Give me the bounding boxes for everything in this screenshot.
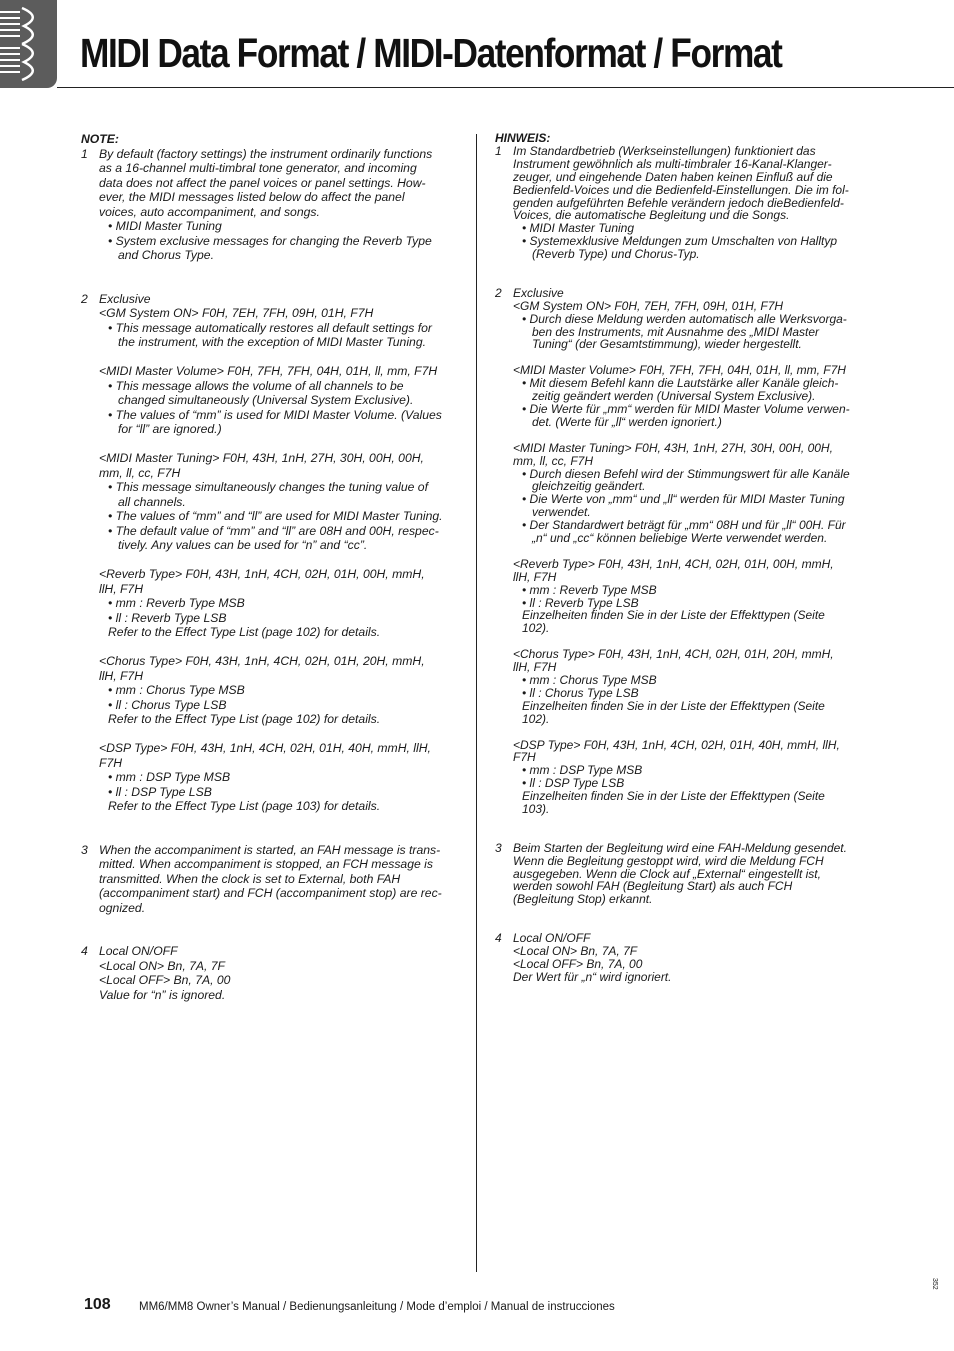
message-format: <MIDI Master Volume> F0H, 7FH, 7FH, 04H, 01H, ll, mm, F7H bbox=[99, 364, 438, 378]
bullet-item: • The values of “mm” is used for MIDI Master Volume. (Values for “ll” are ignored.) bbox=[108, 407, 442, 436]
spacer bbox=[495, 816, 880, 842]
reference-note: Refer to the Effect Type List (page 102) for details. bbox=[108, 625, 381, 639]
bullet-item: • mm : DSP Type MSB bbox=[522, 763, 643, 778]
note-line: transmitted. When the clock is set to External, both FAH bbox=[99, 871, 401, 886]
note-line: (accompaniment start) and FCH (accompaniment stop) are rec- bbox=[99, 886, 442, 900]
note-line: When the accompaniment is started, an FAH message is trans- bbox=[99, 842, 441, 857]
reference-note: 103). bbox=[522, 802, 550, 817]
message-format: <DSP Type> F0H, 43H, 1nH, 4CH, 02H, 01H, 40H, mmH, llH, bbox=[99, 741, 431, 755]
note-line: zeuger, und eingehende Daten haben keinen Einfluß auf die bbox=[513, 169, 833, 184]
bullet-item: • The values of “mm” and “ll” are used for MIDI Master Tuning. bbox=[108, 509, 443, 523]
note-line: ausgegeben. Wenn die Clock auf „External“ eingestellt ist, bbox=[513, 866, 821, 881]
spacer bbox=[513, 726, 880, 739]
spacer bbox=[513, 429, 880, 442]
bullet-item: • ll : DSP Type LSB bbox=[108, 784, 212, 799]
spacer bbox=[99, 350, 466, 365]
note-item bbox=[495, 145, 880, 261]
reference-note: 102). bbox=[522, 711, 550, 726]
note-number: 1 bbox=[495, 143, 502, 158]
note-line: ognized. bbox=[99, 900, 146, 915]
bullet-item: • Mit diesem Befehl kann die Lautstärke aller Kanäle gleich- zeitig geändert werden (Universal System Exclusive). bbox=[522, 376, 839, 404]
note-number: 2 bbox=[81, 291, 88, 306]
note-number: 2 bbox=[495, 285, 502, 300]
title-rule bbox=[57, 87, 954, 88]
reference-note: Einzelheiten finden Sie in der Liste der Effekttypen (Seite bbox=[522, 608, 825, 623]
bullet-item: • Durch diese Meldung werden automatisch alle Werksvorga- ben des Instruments, mit Ausnahme des „MIDI Master Tuning“ (der Gesamtstimmung), wieder hergestellt. bbox=[522, 311, 847, 352]
bullet-item: • This message simultaneously changes the tuning value of all channels. bbox=[108, 480, 428, 509]
message-format: <Reverb Type> F0H, 43H, 1nH, 4CH, 02H, 01H, 00H, mmH, bbox=[513, 556, 834, 571]
section-logo bbox=[0, 0, 57, 88]
message-format: <GM System ON> F0H, 7EH, 7FH, 09H, 01H, F7H bbox=[513, 298, 784, 313]
reference-note: Refer to the Effect Type List (page 102) for details. bbox=[108, 712, 381, 726]
message-format: <MIDI Master Volume> F0H, 7FH, 7FH, 04H, 01H, ll, mm, F7H bbox=[513, 363, 846, 378]
bullet-item: • This message automatically restores all default settings for the instrument, with the exception of MIDI Master Tuning. bbox=[108, 320, 432, 349]
note-item bbox=[81, 843, 466, 916]
bullet-item: • ll : Reverb Type LSB bbox=[108, 610, 227, 625]
bullet-item: • Der Standardwert beträgt für „mm“ 08H und für „ll“ 00H. Für „n“ und „cc“ können beliebige Werte verwendet werden. bbox=[522, 518, 846, 546]
bullet-item: • System exclusive messages for changing the Reverb Type and Chorus Type. bbox=[108, 233, 432, 262]
bullet-item: • Systemexklusive Meldungen zum Umschalten von Halltyp (Reverb Type) und Chorus-Typ. bbox=[522, 234, 837, 262]
notes-heading: HINWEIS: bbox=[495, 131, 551, 145]
note-line: Bedienfeld-Voices und die Bedienfeld-Einstellungen. Die im fol- bbox=[513, 182, 849, 197]
bullet-item: • mm : Reverb Type MSB bbox=[108, 596, 245, 610]
message-format: <Chorus Type> F0H, 43H, 1nH, 4CH, 02H, 01H, 20H, mmH, bbox=[513, 647, 834, 662]
reference-note: Refer to the Effect Type List (page 103) for details. bbox=[108, 799, 381, 813]
note-number: 3 bbox=[495, 840, 502, 855]
note-line: Value for “n” is ignored. bbox=[99, 987, 226, 1002]
bullet-item: • ll : Reverb Type LSB bbox=[522, 595, 639, 610]
bullet-item: • ll : DSP Type LSB bbox=[522, 776, 625, 791]
bullet-item: • mm : Chorus Type MSB bbox=[108, 683, 245, 697]
bullet-item: • mm : Chorus Type MSB bbox=[522, 672, 657, 687]
note-item bbox=[81, 944, 466, 1002]
note-line: <Local ON> Bn, 7A, 7F bbox=[513, 943, 638, 958]
note-line: Wenn die Begleitung gestoppt wird, wird die Meldung FCH bbox=[513, 853, 824, 868]
message-format: mm, ll, cc, F7H bbox=[99, 465, 181, 480]
note-line: Voices, die automatische Begleitung und die Songs. bbox=[513, 208, 790, 223]
bullet-item: • Die Werte für „mm“ werden für MIDI Master Volume verwen- det. (Werte für „ll“ werden ignoriert.) bbox=[522, 402, 850, 429]
note-item bbox=[81, 147, 466, 263]
message-format: llH, F7H bbox=[99, 668, 144, 683]
message-format: F7H bbox=[513, 750, 536, 765]
message-format: <MIDI Master Tuning> F0H, 43H, 1nH, 27H, 30H, 00H, 00H, bbox=[99, 451, 424, 465]
message-format: F7H bbox=[99, 755, 123, 770]
spacer bbox=[513, 545, 880, 558]
note-number: 4 bbox=[495, 931, 502, 946]
note-line: genden aufgeführten Befehle verändern jedoch dieBedienfeld- bbox=[513, 195, 844, 210]
spacer bbox=[495, 261, 880, 287]
page-number: 108 bbox=[84, 1296, 111, 1313]
spacer bbox=[81, 814, 466, 843]
german-notes-column bbox=[495, 132, 880, 984]
note-line: Local ON/OFF bbox=[513, 931, 591, 946]
note-line: <Local OFF> Bn, 7A, 00 bbox=[513, 956, 643, 971]
note-line: Beim Starten der Begleitung wird eine FAH-Meldung gesendet. bbox=[513, 840, 847, 855]
message-format: mm, ll, cc, F7H bbox=[513, 453, 593, 468]
side-code: 352 bbox=[931, 1278, 938, 1290]
bullet-item: • MIDI Master Tuning bbox=[522, 221, 635, 236]
note-line: <Local ON> Bn, 7A, 7F bbox=[99, 958, 226, 973]
spacer bbox=[99, 437, 466, 452]
note-line: werden sowohl FAH (Begleitung Start) als auch FCH bbox=[513, 879, 793, 894]
message-format: llH, F7H bbox=[513, 569, 557, 584]
spacer bbox=[495, 906, 880, 932]
note-line: ever, the MIDI messages listed below do affect the panel bbox=[99, 190, 405, 204]
note-number: 4 bbox=[81, 944, 88, 958]
note-number: 1 bbox=[81, 146, 88, 161]
spacer bbox=[81, 915, 466, 944]
midi-section-icon bbox=[0, 0, 57, 88]
note-line: Der Wert für „n“ wird ignoriert. bbox=[513, 969, 672, 984]
note-line: By default (factory settings) the instrument ordinarily functions bbox=[99, 146, 433, 161]
note-item bbox=[495, 932, 880, 984]
notes-heading: NOTE: bbox=[81, 132, 119, 146]
bullet-item: • Durch diesen Befehl wird der Stimmungswert für alle Kanäle gleichzeitig geändert. bbox=[522, 466, 850, 494]
note-line: data does not affect the panel voices or panel settings. How- bbox=[99, 175, 426, 190]
message-format: <DSP Type> F0H, 43H, 1nH, 4CH, 02H, 01H, 40H, mmH, llH, bbox=[513, 737, 840, 752]
note-title: Exclusive bbox=[99, 291, 151, 306]
message-format: llH, F7H bbox=[99, 581, 144, 596]
spacer bbox=[99, 640, 466, 655]
manual-title: MM6/MM8 Owner’s Manual / Bedienungsanleitung / Mode d’emploi / Manual de instrucciones bbox=[139, 1301, 615, 1313]
message-format: <Reverb Type> F0H, 43H, 1nH, 4CH, 02H, 01H, 00H, mmH, bbox=[99, 567, 425, 581]
note-item bbox=[81, 292, 466, 814]
reference-note: Einzelheiten finden Sie in der Liste der Effekttypen (Seite bbox=[522, 789, 825, 804]
bullet-item: • ll : Chorus Type LSB bbox=[522, 685, 639, 700]
spacer bbox=[81, 263, 466, 292]
message-format: llH, F7H bbox=[513, 660, 557, 675]
message-format: <MIDI Master Tuning> F0H, 43H, 1nH, 27H, 30H, 00H, 00H, bbox=[513, 440, 833, 455]
bullet-item: • mm : DSP Type MSB bbox=[108, 770, 231, 784]
note-line: Instrument gewöhnlich als multi-timbraler 16-Kanal-Klanger- bbox=[513, 156, 832, 171]
message-format: <Chorus Type> F0H, 43H, 1nH, 4CH, 02H, 01H, 20H, mmH, bbox=[99, 654, 425, 668]
note-line: mitted. When accompaniment is stopped, an FCH message is bbox=[99, 857, 433, 871]
spacer bbox=[99, 553, 466, 568]
bullet-item: • The default value of “mm” and “ll” are 08H and 00H, respec- tively. Any values can be used for “n” and “cc”. bbox=[108, 523, 439, 552]
note-line: voices, auto accompaniment, and songs. bbox=[99, 204, 320, 219]
english-notes-column bbox=[81, 132, 466, 1002]
note-number: 3 bbox=[81, 842, 88, 857]
note-line: as a 16-channel multi-timbral tone generator, and incoming bbox=[99, 161, 417, 175]
bullet-item: • MIDI Master Tuning bbox=[108, 219, 222, 233]
note-line: Local ON/OFF bbox=[99, 944, 178, 958]
reference-note: Einzelheiten finden Sie in der Liste der Effekttypen (Seite bbox=[522, 698, 825, 713]
note-line: <Local OFF> Bn, 7A, 00 bbox=[99, 973, 231, 987]
note-line: (Begleitung Stop) erkannt. bbox=[513, 892, 653, 907]
reference-note: 102). bbox=[522, 621, 550, 636]
bullet-item: • ll : Chorus Type LSB bbox=[108, 697, 227, 712]
page-title: MIDI Data Format / MIDI-Datenformat / Format bbox=[80, 30, 782, 76]
message-format: <GM System ON> F0H, 7EH, 7FH, 09H, 01H, F7H bbox=[99, 306, 374, 320]
bullet-item: • This message allows the volume of all channels to be changed simultaneously (Universal System Exclusive). bbox=[108, 378, 414, 407]
bullet-item: • Die Werte von „mm“ und „ll“ werden für MIDI Master Tuning verwendet. bbox=[522, 492, 845, 520]
note-line: Im Standardbetrieb (Werkseinstellungen) funktioniert das bbox=[513, 143, 816, 158]
spacer bbox=[99, 727, 466, 742]
note-title: Exclusive bbox=[513, 285, 564, 300]
bullet-item: • mm : Reverb Type MSB bbox=[522, 582, 657, 597]
note-item bbox=[495, 842, 880, 907]
note-item bbox=[495, 287, 880, 816]
column-divider bbox=[476, 134, 477, 1272]
